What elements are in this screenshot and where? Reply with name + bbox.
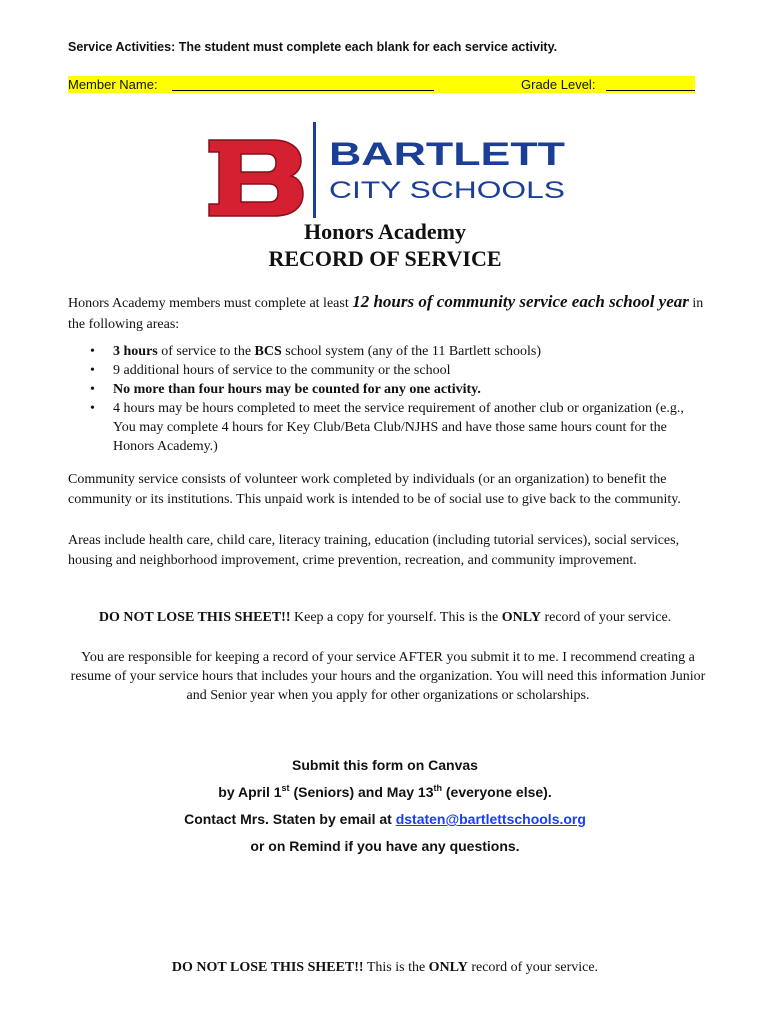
- areas-paragraph: Areas include health care, child care, literacy training, education (including tutorial services), social services, housing and neighborhood improvement, crime prevention, recreation, and community improvement.: [68, 533, 680, 568]
- intro-text-before: Honors Academy members must complete at least: [68, 296, 353, 311]
- member-info-row: [68, 76, 695, 93]
- intro-emphasis: 12 hours of community service each school year: [352, 292, 689, 311]
- deadline-line: [0, 784, 770, 800]
- notice-line: [0, 610, 770, 626]
- ordinal-suffix: th: [433, 783, 442, 793]
- deadline-text: (everyone else).: [442, 784, 552, 800]
- list-item: • 4 hours may be hours completed to meet the service requirement of another club or organization (e.g., You may complete 4 hours for Key Club/Beta Club/NJHS and have those same hours count for the Honors Academy.): [90, 401, 684, 454]
- notice-text: record of your service.: [540, 610, 672, 625]
- notice-text: This is the: [363, 960, 429, 975]
- notice-bold: ONLY: [428, 960, 468, 975]
- member-name-field[interactable]: [172, 90, 434, 91]
- intro-paragraph: [68, 291, 708, 335]
- deadline-text: by April 1: [218, 784, 282, 800]
- b-letter-mark: [209, 140, 303, 216]
- definition-paragraph: Community service consists of volunteer work completed by individuals (or an organization) to benefit the community or its institutions. This unpaid work is intended to be of social use to give back to the community.: [68, 472, 681, 507]
- notice-text: record of your service.: [467, 960, 599, 975]
- notice-text: Keep a copy for yourself. This is the: [290, 610, 502, 625]
- contact-text: Contact Mrs. Staten by email at: [184, 811, 396, 827]
- intro-text-after: in the following areas:: [68, 296, 704, 332]
- notice-bold: DO NOT LOSE THIS SHEET!!: [98, 610, 291, 625]
- notice-bold: ONLY: [501, 610, 541, 625]
- instruction-text: Service Activities: The student must complete each blank for each service activity.: [68, 40, 558, 54]
- list-item: • No more than four hours may be counted for any one activity.: [90, 382, 481, 397]
- member-name-label: Member Name:: [68, 77, 158, 92]
- logo-text-city-schools: CITY SCHOOLS: [329, 177, 565, 204]
- bullet-text: of service to the: [157, 344, 255, 359]
- requirements-list: [68, 342, 708, 456]
- email-link[interactable]: dstaten@bartlettschools.org: [395, 811, 586, 827]
- contact-line: [0, 811, 770, 827]
- submit-instruction: Submit this form on Canvas: [292, 757, 478, 773]
- bullet-bold-text: BCS: [254, 344, 282, 359]
- bartlett-logo: [207, 120, 569, 220]
- remind-line: or on Remind if you have any questions.: [250, 838, 520, 854]
- responsibility-paragraph: You are responsible for keeping a record of your service AFTER you submit it to me. I recommend creating a resume of your service hours that includes your hours and the organization. You will need this information Junior and Senior year when you apply for other organizations or scholarships.: [70, 650, 706, 703]
- page-subtitle: RECORD OF SERVICE: [268, 246, 502, 271]
- bullet-bold-text: 3 hours: [113, 344, 158, 359]
- bullet-text: school system (any of the 11 Bartlett schools): [281, 344, 541, 359]
- bullet-text: 4 hours may be hours completed to meet the service requirement of another club or organization (e.g., You may complete 4 hours for Key Club/Beta Club/NJHS and have those same hours count for the Honors Academy.): [113, 401, 684, 454]
- grade-level-label: Grade Level:: [521, 77, 596, 92]
- notice-bold: DO NOT LOSE THIS SHEET!!: [171, 960, 364, 975]
- logo-divider: [313, 122, 316, 218]
- bullet-bold-text: No more than four hours may be counted for any one activity.: [113, 382, 481, 397]
- bullet-text: 9 additional hours of service to the community or the school: [113, 363, 451, 378]
- list-item: • 9 additional hours of service to the community or the school: [90, 363, 451, 378]
- ordinal-suffix: st: [281, 783, 290, 793]
- footer-notice: [0, 960, 770, 976]
- list-item: • 3 hours of service to the BCS school system (any of the 11 Bartlett schools): [90, 344, 541, 359]
- deadline-text: (Seniors) and May 13: [289, 784, 434, 800]
- logo-text-bartlett: BARTLETT: [329, 136, 566, 172]
- grade-level-field[interactable]: [606, 90, 695, 91]
- page-title: Honors Academy: [304, 219, 466, 244]
